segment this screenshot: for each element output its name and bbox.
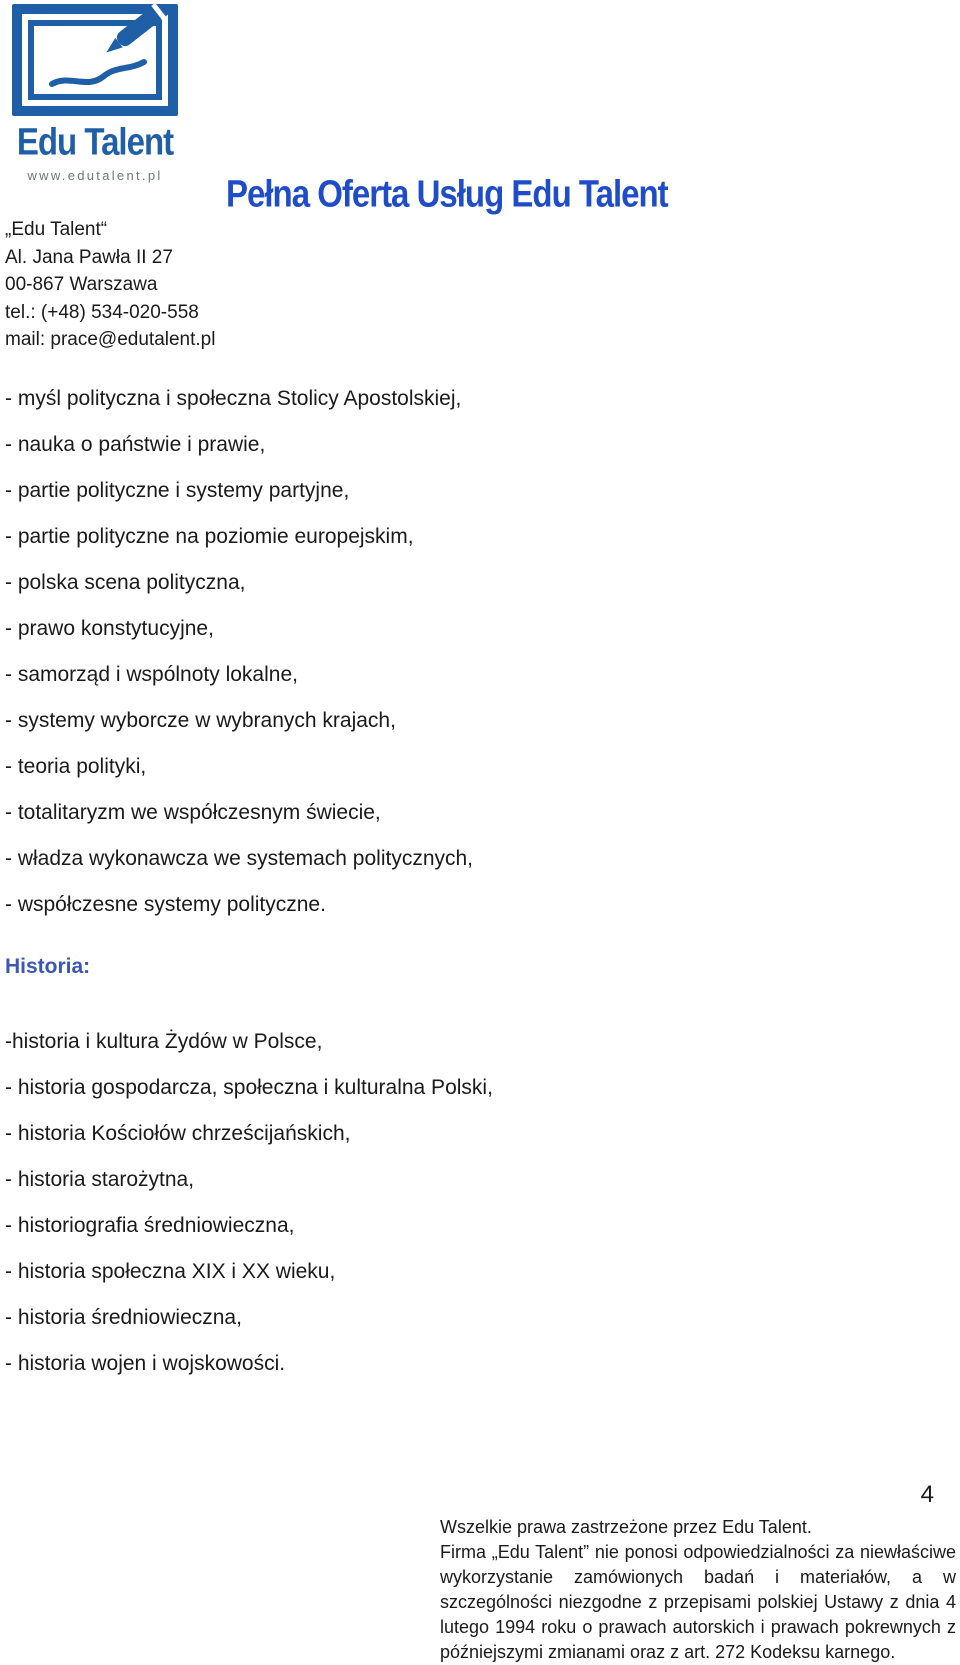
list-item: - nauka o państwie i prawie, bbox=[5, 433, 266, 456]
list-item: - totalitaryzm we współczesnym świecie, bbox=[5, 801, 381, 824]
list-item: - historia społeczna XIX i XX wieku, bbox=[5, 1260, 336, 1283]
footer bbox=[440, 1515, 956, 1665]
phone-number: tel.: (+48) 534-020-558 bbox=[5, 301, 199, 323]
logo-wordmark: Edu Talent bbox=[16, 120, 174, 163]
politics-topic-list bbox=[5, 376, 473, 928]
list-item: - teoria polityki, bbox=[5, 755, 147, 778]
list-item: - historia Kościołów chrześcijańskich, bbox=[5, 1122, 351, 1145]
list-item: - władza wykonawcza we systemach politycznych, bbox=[5, 847, 474, 870]
list-item: - partie polityczne na poziomie europejskim, bbox=[5, 525, 414, 548]
page-title: Pełna Oferta Usług Edu Talent bbox=[226, 172, 668, 215]
history-topic-list bbox=[5, 1019, 493, 1387]
list-item: - myśl polityczna i społeczna Stolicy Apostolskiej, bbox=[5, 387, 462, 410]
footer-rights: Wszelkie prawa zastrzeżone przez Edu Talent. bbox=[440, 1517, 812, 1537]
logo-url: www.edutalent.pl bbox=[27, 168, 163, 183]
list-item: - prawo konstytucyjne, bbox=[5, 617, 214, 640]
email-address: mail: prace@edutalent.pl bbox=[5, 329, 216, 350]
list-item: - samorząd i wspólnoty lokalne, bbox=[5, 663, 298, 686]
list-item: - historia średniowieczna, bbox=[5, 1306, 242, 1329]
page-number: 4 bbox=[920, 1481, 934, 1508]
street-address: Al. Jana Pawła II 27 bbox=[5, 246, 173, 268]
list-item: - partie polityczne i systemy partyjne, bbox=[5, 479, 350, 502]
city-address: 00-867 Warszawa bbox=[5, 274, 158, 295]
footer-disclaimer: Firma „Edu Talent” nie ponosi odpowiedzialności za niewłaściwe wykorzystanie zamówionych badań i materiałów, a w szczególności niezgodne z przepisami polskiej Ustawy z dnia 4 lutego 1994 roku o prawach autorskich i prawach pokrewnych z późniejszymi zmianami oraz z art. 272 Kodeksu karnego. bbox=[440, 1542, 956, 1662]
list-item: - historia wojen i wojskowości. bbox=[5, 1352, 286, 1375]
list-item: -historia i kultura Żydów w Polsce, bbox=[5, 1030, 323, 1053]
list-item: - współczesne systemy polityczne. bbox=[5, 893, 326, 916]
list-item: - polska scena polityczna, bbox=[5, 571, 246, 594]
list-item: - historiografia średniowieczna, bbox=[5, 1214, 295, 1237]
history-heading: Historia: bbox=[5, 955, 91, 978]
list-item: - systemy wyborcze w wybranych krajach, bbox=[5, 709, 396, 732]
list-item: - historia starożytna, bbox=[5, 1168, 195, 1191]
company-name: „Edu Talent“ bbox=[5, 219, 108, 240]
edu-talent-logo bbox=[12, 4, 178, 190]
contact-block bbox=[5, 216, 215, 354]
pen-writing-icon bbox=[12, 4, 178, 116]
list-item: - historia gospodarcza, społeczna i kulturalna Polski, bbox=[5, 1076, 493, 1099]
